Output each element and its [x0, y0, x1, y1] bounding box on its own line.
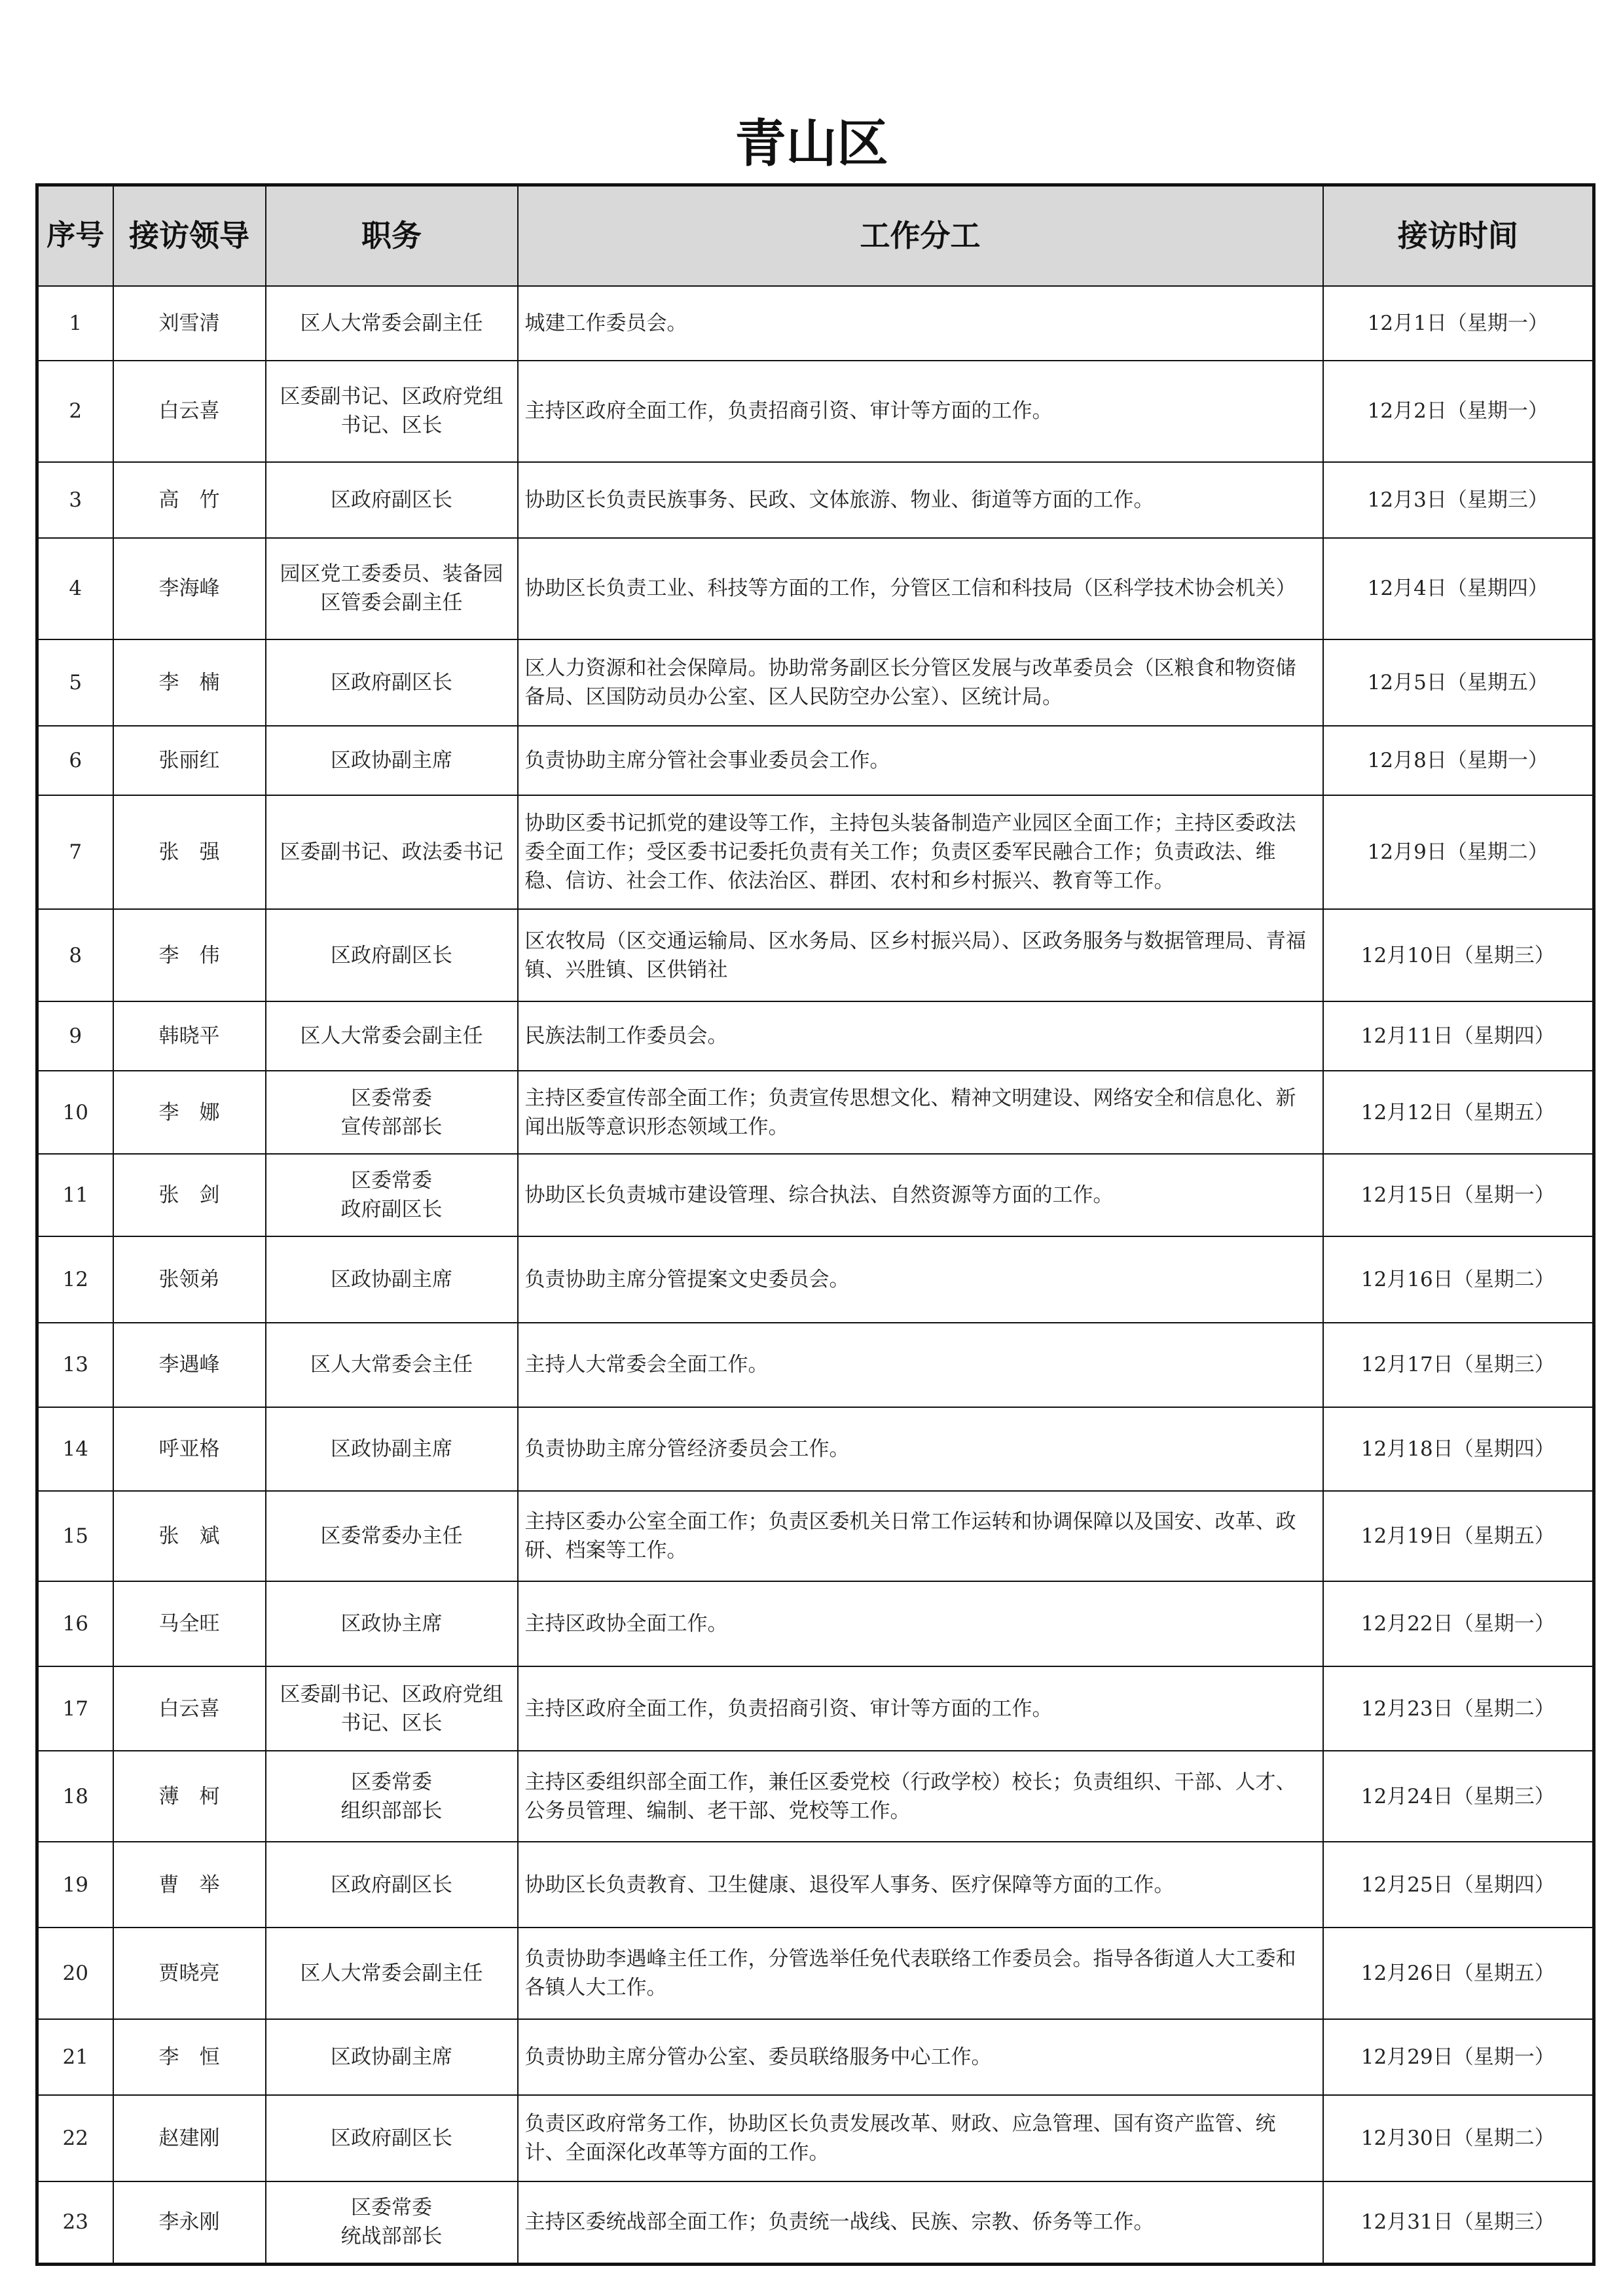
leader-position: 区政协副主席 — [266, 726, 518, 795]
table-row — [37, 1001, 1594, 1071]
reception-time: 12月12日（星期五） — [1323, 1071, 1594, 1153]
table-row — [37, 462, 1594, 538]
work-duties: 主持区政协全面工作。 — [518, 1581, 1323, 1666]
leader-name: 白云喜 — [113, 361, 266, 462]
table-row — [37, 795, 1594, 909]
reception-time: 12月5日（星期五） — [1323, 639, 1594, 726]
row-number: 10 — [37, 1071, 113, 1153]
table-row — [37, 1751, 1594, 1842]
reception-time: 12月18日（星期四） — [1323, 1407, 1594, 1490]
work-duties: 协助区长负责教育、卫生健康、退役军人事务、医疗保障等方面的工作。 — [518, 1842, 1323, 1928]
leader-name: 马全旺 — [113, 1581, 266, 1666]
leader-name: 李 伟 — [113, 909, 266, 1001]
leader-position: 区委常委 组织部部长 — [266, 1751, 518, 1842]
work-duties: 负责区政府常务工作，协助区长负责发展改革、财政、应急管理、国有资产监管、统计、全面深化改革等方面的工作。 — [518, 2095, 1323, 2181]
row-number: 15 — [37, 1491, 113, 1582]
header-leader: 接访领导 — [113, 185, 266, 286]
table-row — [37, 2181, 1594, 2265]
leader-position: 区委常委 政府副区长 — [266, 1154, 518, 1236]
row-number: 1 — [37, 286, 113, 361]
row-number: 7 — [37, 795, 113, 909]
page-title: 青山区 — [735, 115, 888, 173]
row-number: 21 — [37, 2019, 113, 2095]
table-row — [37, 909, 1594, 1001]
row-number: 11 — [37, 1154, 113, 1236]
table-row — [37, 1154, 1594, 1236]
table-row — [37, 538, 1594, 639]
reception-time: 12月15日（星期一） — [1323, 1154, 1594, 1236]
reception-time: 12月1日（星期一） — [1323, 286, 1594, 361]
work-duties: 主持区委统战部全面工作；负责统一战线、民族、宗教、侨务等工作。 — [518, 2181, 1323, 2265]
row-number: 13 — [37, 1323, 113, 1407]
leader-position: 区委常委办主任 — [266, 1491, 518, 1582]
leader-position: 园区党工委委员、装备园区管委会副主任 — [266, 538, 518, 639]
table-row — [37, 361, 1594, 462]
reception-time: 12月16日（星期二） — [1323, 1236, 1594, 1323]
leader-position: 区政协副主席 — [266, 1236, 518, 1323]
leader-position: 区人大常委会副主任 — [266, 1001, 518, 1071]
header-position: 职务 — [266, 185, 518, 286]
reception-time: 12月10日（星期三） — [1323, 909, 1594, 1001]
work-duties: 协助区长负责城市建设管理、综合执法、自然资源等方面的工作。 — [518, 1154, 1323, 1236]
table-row — [37, 1407, 1594, 1490]
row-number: 20 — [37, 1928, 113, 2019]
leader-name: 刘雪清 — [113, 286, 266, 361]
work-duties: 区人力资源和社会保障局。协助常务副区长分管区发展与改革委员会（区粮食和物资储备局、区国防动员办公室、区人民防空办公室）、区统计局。 — [518, 639, 1323, 726]
leader-position: 区政协副主席 — [266, 1407, 518, 1490]
reception-time: 12月8日（星期一） — [1323, 726, 1594, 795]
leader-position: 区政府副区长 — [266, 462, 518, 538]
leader-name: 高 竹 — [113, 462, 266, 538]
leader-name: 呼亚格 — [113, 1407, 266, 1490]
leader-position: 区政府副区长 — [266, 909, 518, 1001]
reception-time: 12月17日（星期三） — [1323, 1323, 1594, 1407]
row-number: 8 — [37, 909, 113, 1001]
header-time: 接访时间 — [1323, 185, 1594, 286]
leader-name: 贾晓亮 — [113, 1928, 266, 2019]
table-row — [37, 1323, 1594, 1407]
row-number: 14 — [37, 1407, 113, 1490]
work-duties: 负责协助主席分管经济委员会工作。 — [518, 1407, 1323, 1490]
reception-time: 12月19日（星期五） — [1323, 1491, 1594, 1582]
work-duties: 主持人大常委会全面工作。 — [518, 1323, 1323, 1407]
leader-name: 张领弟 — [113, 1236, 266, 1323]
reception-time: 12月2日（星期一） — [1323, 361, 1594, 462]
leader-position: 区政府副区长 — [266, 2095, 518, 2181]
leader-position: 区委常委 统战部部长 — [266, 2181, 518, 2265]
row-number: 9 — [37, 1001, 113, 1071]
leader-name: 韩晓平 — [113, 1001, 266, 1071]
reception-time: 12月22日（星期一） — [1323, 1581, 1594, 1666]
leader-position: 区委副书记、区政府党组书记、区长 — [266, 361, 518, 462]
work-duties: 协助区长负责民族事务、民政、文体旅游、物业、街道等方面的工作。 — [518, 462, 1323, 538]
work-duties: 主持区政府全面工作，负责招商引资、审计等方面的工作。 — [518, 1666, 1323, 1751]
leader-name: 赵建刚 — [113, 2095, 266, 2181]
table-row — [37, 1666, 1594, 1751]
row-number: 12 — [37, 1236, 113, 1323]
table-row — [37, 1581, 1594, 1666]
leader-position: 区政协主席 — [266, 1581, 518, 1666]
table-row — [37, 1928, 1594, 2019]
work-duties: 主持区委办公室全面工作；负责区委机关日常工作运转和协调保障以及国安、改革、政研、档案等工作。 — [518, 1491, 1323, 1582]
leader-position: 区人大常委会副主任 — [266, 1928, 518, 2019]
leader-position: 区委常委 宣传部部长 — [266, 1071, 518, 1153]
work-duties: 协助区委书记抓党的建设等工作，主持包头装备制造产业园区全面工作；主持区委政法委全面工作；受区委书记委托负责有关工作；负责区委军民融合工作；负责政法、维稳、信访、社会工作、依法治区、群团、农村和乡村振兴、教育等工作。 — [518, 795, 1323, 909]
leader-position: 区政府副区长 — [266, 1842, 518, 1928]
row-number: 3 — [37, 462, 113, 538]
header-seq: 序号 — [37, 185, 113, 286]
table-row — [37, 1491, 1594, 1582]
leader-position: 区委副书记、区政府党组书记、区长 — [266, 1666, 518, 1751]
leader-position: 区人大常委会主任 — [266, 1323, 518, 1407]
work-duties: 负责协助主席分管办公室、委员联络服务中心工作。 — [518, 2019, 1323, 2095]
reception-time: 12月31日（星期三） — [1323, 2181, 1594, 2265]
table-row — [37, 2095, 1594, 2181]
work-duties: 负责协助主席分管提案文史委员会。 — [518, 1236, 1323, 1323]
reception-time: 12月11日（星期四） — [1323, 1001, 1594, 1071]
reception-time: 12月9日（星期二） — [1323, 795, 1594, 909]
leader-name: 张 剑 — [113, 1154, 266, 1236]
work-duties: 协助区长负责工业、科技等方面的工作，分管区工信和科技局（区科学技术协会机关） — [518, 538, 1323, 639]
reception-time: 12月3日（星期三） — [1323, 462, 1594, 538]
reception-time: 12月26日（星期五） — [1323, 1928, 1594, 2019]
table-row — [37, 2019, 1594, 2095]
leader-position: 区政协副主席 — [266, 2019, 518, 2095]
work-duties: 主持区政府全面工作，负责招商引资、审计等方面的工作。 — [518, 361, 1323, 462]
work-duties: 区农牧局（区交通运输局、区水务局、区乡村振兴局）、区政务服务与数据管理局、青福镇、兴胜镇、区供销社 — [518, 909, 1323, 1001]
work-duties: 负责协助主席分管社会事业委员会工作。 — [518, 726, 1323, 795]
leader-name: 张 斌 — [113, 1491, 266, 1582]
reception-time: 12月29日（星期一） — [1323, 2019, 1594, 2095]
reception-time: 12月4日（星期四） — [1323, 538, 1594, 639]
leader-name: 曹 举 — [113, 1842, 266, 1928]
leader-name: 李海峰 — [113, 538, 266, 639]
leader-position: 区政府副区长 — [266, 639, 518, 726]
table-header-row — [37, 185, 1594, 286]
row-number: 18 — [37, 1751, 113, 1842]
work-duties: 主持区委组织部全面工作，兼任区委党校（行政学校）校长；负责组织、干部、人才、公务员管理、编制、老干部、党校等工作。 — [518, 1751, 1323, 1842]
row-number: 2 — [37, 361, 113, 462]
leader-name: 张 强 — [113, 795, 266, 909]
leader-name: 白云喜 — [113, 1666, 266, 1751]
work-duties: 民族法制工作委员会。 — [518, 1001, 1323, 1071]
reception-time: 12月24日（星期三） — [1323, 1751, 1594, 1842]
work-duties: 主持区委宣传部全面工作；负责宣传思想文化、精神文明建设、网络安全和信息化、新闻出版等意识形态领域工作。 — [518, 1071, 1323, 1153]
reception-time: 12月30日（星期二） — [1323, 2095, 1594, 2181]
table-row — [37, 726, 1594, 795]
leader-position: 区委副书记、政法委书记 — [266, 795, 518, 909]
row-number: 5 — [37, 639, 113, 726]
row-number: 17 — [37, 1666, 113, 1751]
table-row — [37, 639, 1594, 726]
table-row — [37, 1071, 1594, 1153]
leader-name: 李遇峰 — [113, 1323, 266, 1407]
table-row — [37, 286, 1594, 361]
reception-schedule-table — [35, 183, 1596, 2266]
row-number: 16 — [37, 1581, 113, 1666]
leader-position: 区人大常委会副主任 — [266, 286, 518, 361]
work-duties: 负责协助李遇峰主任工作，分管选举任免代表联络工作委员会。指导各街道人大工委和各镇人大工作。 — [518, 1928, 1323, 2019]
leader-name: 李 娜 — [113, 1071, 266, 1153]
table-row — [37, 1842, 1594, 1928]
leader-name: 李 楠 — [113, 639, 266, 726]
row-number: 4 — [37, 538, 113, 639]
row-number: 22 — [37, 2095, 113, 2181]
row-number: 6 — [37, 726, 113, 795]
work-duties: 城建工作委员会。 — [518, 286, 1323, 361]
leader-name: 李 恒 — [113, 2019, 266, 2095]
reception-time: 12月23日（星期二） — [1323, 1666, 1594, 1751]
row-number: 23 — [37, 2181, 113, 2265]
leader-name: 张丽红 — [113, 726, 266, 795]
leader-name: 李永刚 — [113, 2181, 266, 2265]
reception-time: 12月25日（星期四） — [1323, 1842, 1594, 1928]
header-duties: 工作分工 — [518, 185, 1323, 286]
row-number: 19 — [37, 1842, 113, 1928]
leader-name: 薄 柯 — [113, 1751, 266, 1842]
table-row — [37, 1236, 1594, 1323]
